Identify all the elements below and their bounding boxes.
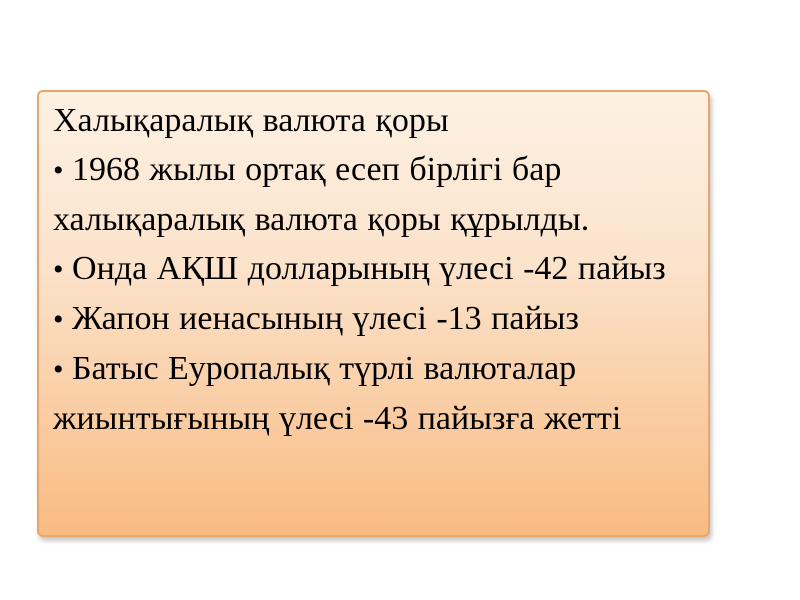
bullet-icon: • — [53, 253, 73, 286]
bullet-item: • Батыс Еуропалық түрлі валюталар жиынтығының үлесі -43 пайызға жетті — [53, 350, 622, 437]
bullet-icon: • — [53, 303, 73, 336]
bullet-icon: • — [53, 154, 73, 187]
bullet-item: • Жапон иенасының үлесі -13 пайыз — [53, 300, 579, 337]
bullet-icon: • — [53, 353, 73, 386]
content-text-box — [37, 90, 710, 537]
slide-title: Халықаралық валюта қоры — [53, 102, 449, 139]
bullet-item: • 1968 жылы ортақ есеп бірлігі бар халықаралық валюта қоры құрылды. — [53, 151, 590, 238]
bullet-item: • Онда АҚШ долларының үлесі -42 пайыз — [53, 250, 666, 287]
bullet-list — [53, 145, 694, 443]
